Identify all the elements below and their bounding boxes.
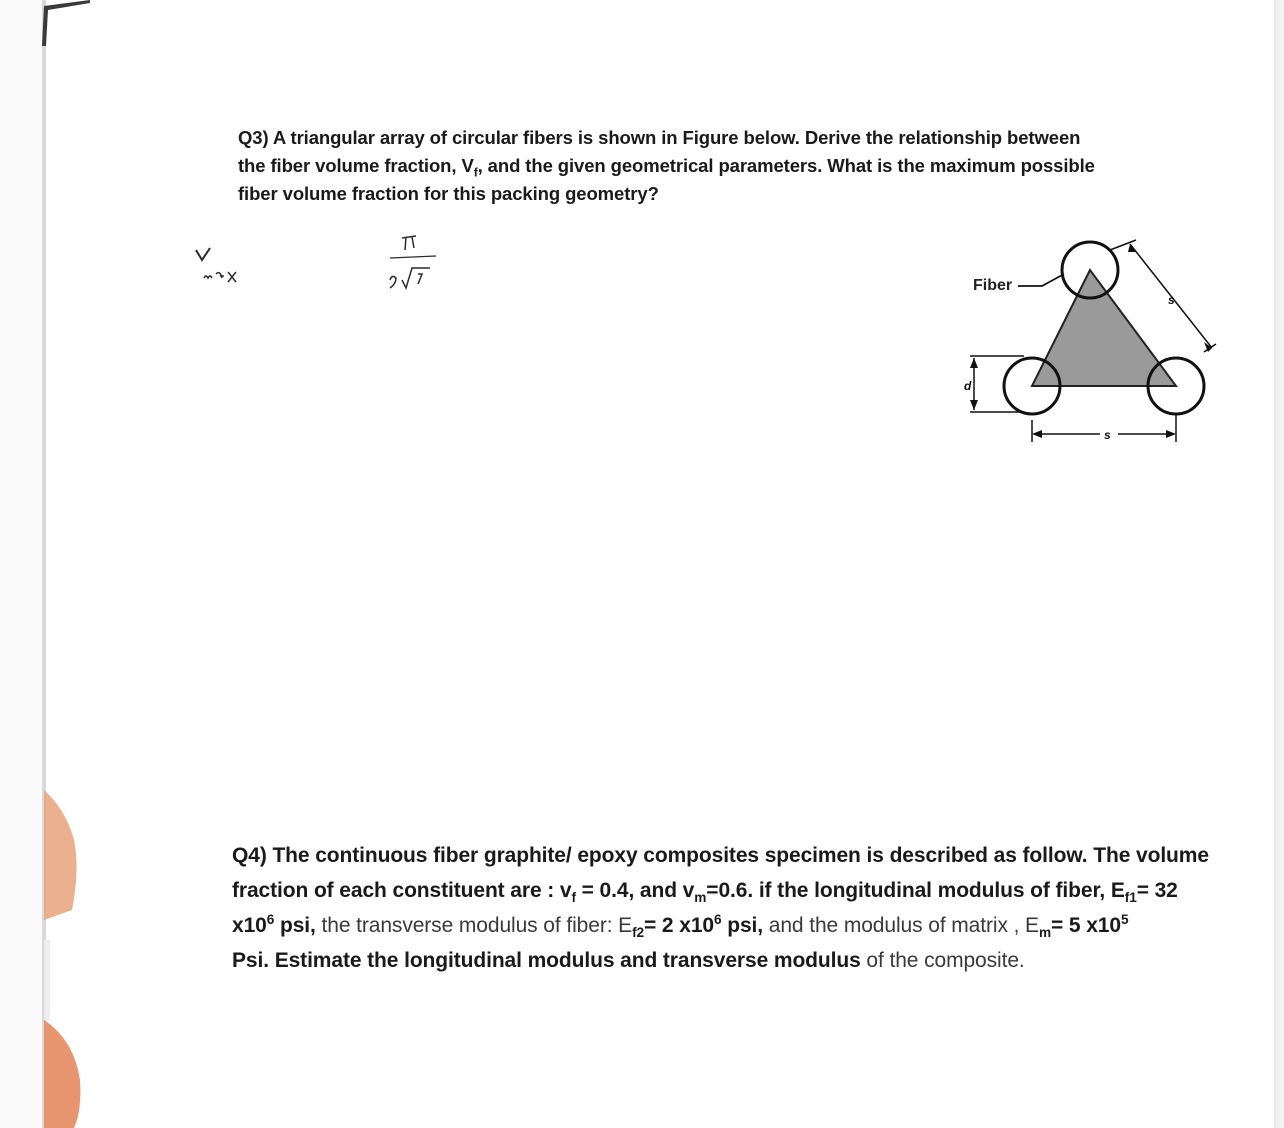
q4-line-2 (232, 873, 1242, 908)
q4-vf-sub: f (571, 890, 576, 906)
q4-line-4 (232, 943, 1242, 978)
q4-line-3-g: = 5 x10 (1051, 914, 1121, 937)
q4-exp-1: 6 (266, 912, 275, 927)
q4-line-2-b: = 0.4, and v (575, 879, 695, 902)
q3-line-1: Q3) A triangular array of circular fibers is shown in Figure below. Derive the relationship between (238, 127, 1081, 148)
q4-line-3-c: the transverse modulus of fiber: E (315, 914, 633, 937)
q4-em-sub: m (1038, 925, 1051, 941)
page-corner-shadow (40, 0, 90, 46)
q4-exp-3: 5 (1120, 912, 1129, 927)
q4-ef2-sub: f2 (632, 925, 645, 941)
q3-vf-subscript: f (473, 165, 478, 180)
q4-ef1-sub: f1 (1124, 890, 1137, 906)
q4-line-3 (232, 908, 1242, 943)
finger-shadow (44, 790, 84, 1128)
q4-line-2-a: fraction of each constituent are : v (232, 879, 572, 902)
dimension-d-label: d (964, 379, 972, 393)
q3-line-2-text-b: , and the given geometrical parameters. What is the maximum possible (477, 155, 1095, 176)
q4-line-3-a: x10 (232, 914, 267, 937)
dimension-s-bottom-label: s (1104, 428, 1111, 442)
paper-right-edge (1274, 0, 1284, 1128)
q4-line-4-b: of the composite. (860, 949, 1025, 972)
q4-line-3-f: and the modulus of matrix , E (763, 914, 1039, 937)
q4-line-3-d: = 2 x10 (644, 914, 714, 937)
q3-line-3: fiber volume fraction for this packing geometry? (238, 183, 659, 204)
handwritten-notes (186, 226, 446, 306)
question-3 (238, 124, 1158, 208)
q4-line-3-b: psi, (274, 914, 316, 937)
q4-vm-sub: m (694, 890, 707, 906)
q4-line-3-e: psi, (721, 914, 763, 937)
left-background-strip (0, 0, 44, 1128)
question-4 (232, 838, 1242, 978)
triangular-fiber-array-figure (960, 230, 1220, 450)
q4-line-2-c: =0.6. if the longitudinal modulus of fiber, E (706, 879, 1125, 902)
q4-line-1: Q4) The continuous fiber graphite/ epoxy composites specimen is described as follow. The volume (232, 844, 1209, 867)
q4-line-4-a: Psi. Estimate the longitudinal modulus and transverse modulus (232, 949, 861, 972)
q4-exp-2: 6 (713, 912, 722, 927)
dimension-s-top-label: s (1168, 293, 1175, 307)
q4-line-2-d: = 32 (1136, 879, 1178, 902)
q3-line-2 (238, 152, 1158, 180)
q3-line-2-text-a: the fiber volume fraction, V (238, 155, 474, 176)
fiber-label: Fiber (973, 277, 1013, 294)
